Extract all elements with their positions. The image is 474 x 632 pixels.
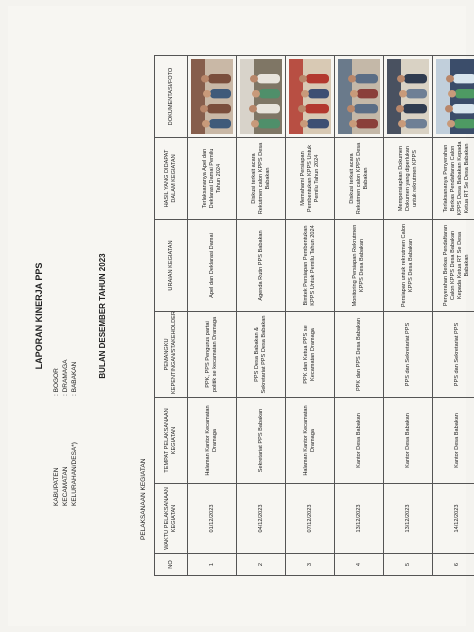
section-label: PELAKSANAAN KEGIATAN bbox=[140, 458, 147, 540]
cell-no: 2 bbox=[237, 554, 286, 576]
cell-photo bbox=[384, 56, 433, 138]
cell-result: Terlaksananya Penyerahan Berkas Pendaftaran Calon KPPS Desa Babakan Kepada Ketua RT Se Desa Babakan bbox=[433, 138, 474, 220]
table-row bbox=[335, 56, 384, 576]
cell-activity: Apel dan Deklarasi Damai bbox=[188, 220, 237, 312]
table-row bbox=[384, 56, 433, 576]
cell-activity: Agenda Rutin PPS Babakan bbox=[237, 220, 286, 312]
cell-place: Sekretariat PPS Babakan bbox=[237, 398, 286, 484]
cell-result: Terlaksananya Apel dan Deklarasi Damai Pemilu Tahun 2024 bbox=[188, 138, 237, 220]
photo-bimtek bbox=[289, 59, 331, 134]
cell-stakeholder: PPS dan Sekretariat PPS bbox=[433, 312, 474, 398]
cell-photo bbox=[237, 56, 286, 138]
table-header-row bbox=[155, 56, 188, 576]
table-row bbox=[188, 56, 237, 576]
photo-persiapan bbox=[387, 59, 429, 134]
table-row bbox=[433, 56, 474, 576]
cell-stakeholder: PPK, PPS Pengurus partai politik se kecamatan Dramaga bbox=[188, 312, 237, 398]
column-header: TEMPAT PELAKSANAAN KEGIATAN bbox=[155, 398, 188, 484]
cell-photo bbox=[433, 56, 474, 138]
document-page bbox=[8, 6, 470, 626]
report-period: BULAN DESEMBER TAHUN 2023 bbox=[98, 253, 107, 379]
cell-result: Mempersiapkan Dokumen Dokumen yang diperlukan untuk rekrutmen KPPS bbox=[384, 138, 433, 220]
meta-value: : DRAMAGA bbox=[62, 359, 69, 396]
location-info bbox=[52, 360, 79, 506]
cell-no: 6 bbox=[433, 554, 474, 576]
cell-place: Kantor Desa Babakan bbox=[384, 398, 433, 484]
meta-value: : BABAKAN bbox=[71, 361, 78, 396]
cell-place: Kantor Desa Babakan bbox=[335, 398, 384, 484]
cell-photo bbox=[286, 56, 335, 138]
column-header: PEMANGKU KEPENTINGAN/STAKEHOLDER bbox=[155, 312, 188, 398]
meta-value: : BOGOR bbox=[53, 368, 60, 396]
cell-no: 1 bbox=[188, 554, 237, 576]
cell-result: Diskusi terkait acara Rekutmen calon KPPS Desa Babakan bbox=[237, 138, 286, 220]
cell-photo bbox=[335, 56, 384, 138]
cell-place: Kantor Desa Babakan bbox=[433, 398, 474, 484]
cell-no: 4 bbox=[335, 554, 384, 576]
cell-activity: Bimtek Persiapan Pembentukan KPPS Untuk Pemilu Tahun 2024 bbox=[286, 220, 335, 312]
cell-date: 01/12/2023 bbox=[188, 484, 237, 554]
cell-result: Memahami Persiapan Pembentukan KPPS Untuk Pemilu Tahun 2024 bbox=[286, 138, 335, 220]
table-body bbox=[188, 56, 474, 576]
cell-date: 13/12/2023 bbox=[335, 484, 384, 554]
cell-date: 14/12/2023 bbox=[433, 484, 474, 554]
column-header: HASIL YANG DIDAPAT DALAM KEGIATAN bbox=[155, 138, 188, 220]
photo-penyerahan bbox=[436, 59, 474, 134]
cell-activity: Penyerahan Berkas Pendaftaran Calon KPPS Desa Babakan Kepada Ketua RT Se Desa Babakan bbox=[433, 220, 474, 312]
column-header: URAIAN KEGIATAN bbox=[155, 220, 188, 312]
cell-place: Halaman Kantor Kecamatan Dramaga bbox=[188, 398, 237, 484]
cell-result: Diskusi terkait acara Rekutmen calon KPPS Desa Babakan bbox=[335, 138, 384, 220]
activity-table bbox=[154, 55, 474, 576]
cell-activity: Persiapan untuk rekrutmen Calon KPPS Desa Babakan bbox=[384, 220, 433, 312]
cell-date: 04/12/2023 bbox=[237, 484, 286, 554]
meta-label: KELURAHAN/DESA*) bbox=[71, 442, 78, 506]
rotated-content bbox=[8, 6, 470, 626]
cell-stakeholder: PPS dan Sekretariat PPS bbox=[384, 312, 433, 398]
meta-label: KECAMATAN bbox=[62, 466, 69, 506]
report-title: LAPORAN KINERJA PPS bbox=[34, 262, 44, 370]
cell-activity: Monitoring Persiapan Rekrutmen KPPS Desa Babakan bbox=[335, 220, 384, 312]
column-header: NO bbox=[155, 554, 188, 576]
cell-no: 3 bbox=[286, 554, 335, 576]
meta-label: KABUPATEN bbox=[53, 467, 60, 506]
cell-stakeholder: PPK dan PPS Desa Babakan bbox=[335, 312, 384, 398]
column-header: DOKUMENTASI/FOTO bbox=[155, 56, 188, 138]
table-row bbox=[286, 56, 335, 576]
cell-date: 07/12/2023 bbox=[286, 484, 335, 554]
cell-stakeholder: PPS Desa Babakan & Sekretariat PPS Desa Babakan bbox=[237, 312, 286, 398]
cell-stakeholder: PPK dan Ketua PPS se Kecamatan Dramaga bbox=[286, 312, 335, 398]
cell-no: 5 bbox=[384, 554, 433, 576]
photo-monitoring bbox=[338, 59, 380, 134]
column-header: WAKTU PELAKSANAAN KEGIATAN bbox=[155, 484, 188, 554]
table-row bbox=[237, 56, 286, 576]
cell-photo bbox=[188, 56, 237, 138]
meta-row bbox=[52, 360, 61, 506]
meta-row bbox=[70, 360, 79, 506]
meta-row bbox=[61, 360, 70, 506]
cell-date: 13/12/2023 bbox=[384, 484, 433, 554]
cell-place: Halaman Kantor Kecamatan Dramaga bbox=[286, 398, 335, 484]
photo-apel bbox=[191, 59, 233, 134]
photo-rapat bbox=[240, 59, 282, 134]
